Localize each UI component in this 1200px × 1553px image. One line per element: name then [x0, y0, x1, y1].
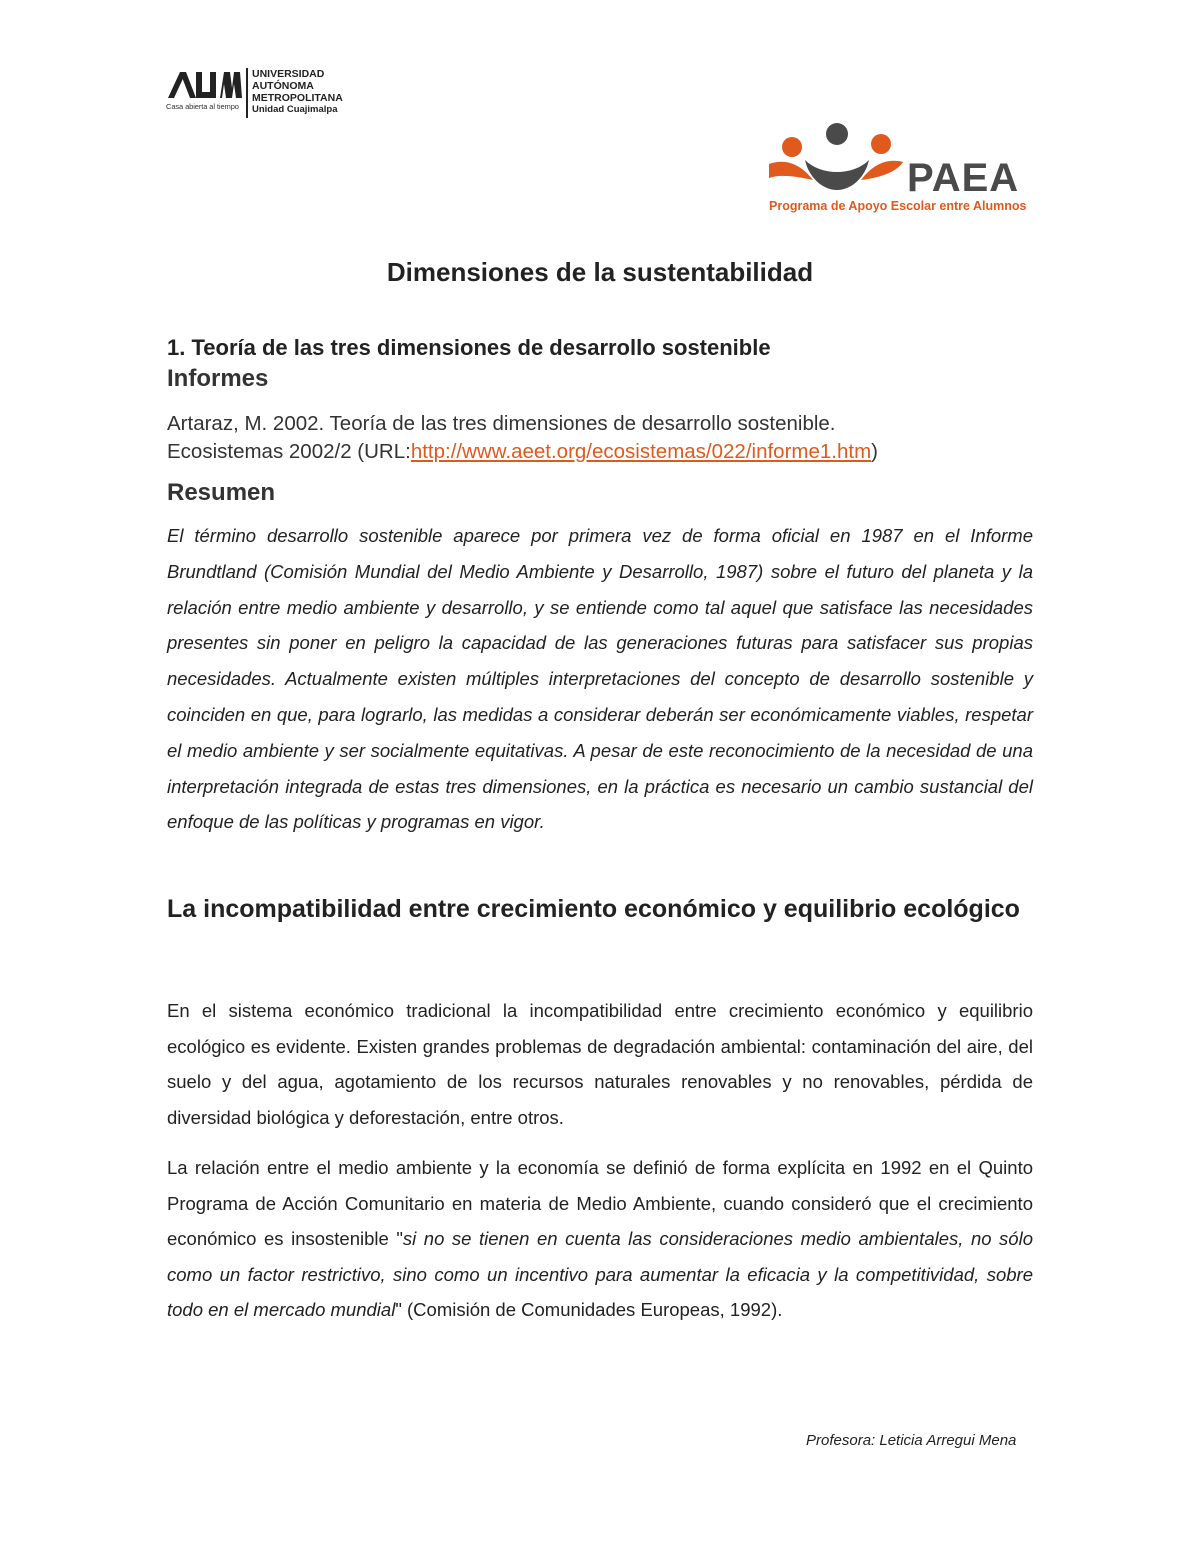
uam-name-line: METROPOLITANA: [252, 92, 343, 104]
section-heading: 1. Teoría de las tres dimensiones de desarrollo sostenible: [167, 335, 771, 360]
body-paragraph: En el sistema económico tradicional la incompatibilidad entre crecimiento económico y equilibrio ecológico es evidente. Existen grandes problemas de degradación ambiental: contaminación del aire, del suelo y del agua, agotamiento de los recursos naturales renovables y no renovables, pérdida de diversidad biológica y deforestación, entre otros.: [167, 1000, 1033, 1128]
uam-emblem: [166, 68, 244, 120]
citation-line: [167, 438, 878, 466]
page-title: Dimensiones de la sustentabilidad: [386, 257, 814, 287]
paea-logo: [765, 120, 1040, 220]
subsection-heading: Informes: [167, 365, 269, 392]
uam-logo: [166, 68, 343, 120]
citation: [167, 410, 878, 466]
paea-people-icon: [765, 120, 905, 198]
uam-emblem-icon: [166, 68, 244, 102]
footer-professor: Profesora: Leticia Arregui Mena: [806, 1432, 1017, 1449]
paragraph-text: " (Comisión de Comunidades Europeas, 1992).: [395, 1299, 783, 1320]
abstract-paragraph: El término desarrollo sostenible aparece por primera vez de forma oficial en 1987 en el Informe Brundtland (Comisión Mundial del Medio Ambiente y Desarrollo, 1987) sobre el futuro del planeta y la relación entre medio ambiente y desarrollo, y se entiende como tal aquel que satisface las necesidades presentes sin poner en peligro la capacidad de las generaciones futuras para satisfacer sus propias necesidades. Actualmente existen múltiples interpretaciones del concepto de desarrollo sostenible y coinciden en que, para lograrlo, las medidas a considerar deberán ser económicamente viables, respetar el medio ambiente y ser socialmente equitativas. A pesar de este reconocimiento de la necesidad de una interpretación integrada de estas tres dimensiones, en la práctica es necesario un cambio sustancial del enfoque de las políticas y programas en vigor.: [167, 525, 1033, 833]
subsection-heading: Resumen: [167, 479, 276, 506]
paea-subtitle: Programa de Apoyo Escolar entre Alumnos: [769, 199, 1027, 213]
uam-name-line: UNIVERSIDAD: [252, 68, 325, 80]
uam-tagline: Casa abierta al tiempo: [166, 102, 239, 111]
uam-name-line: AUTÓNOMA: [252, 80, 314, 92]
section-heading: La incompatibilidad entre crecimiento económico y equilibrio ecológico: [167, 895, 1020, 923]
citation-prefix: Ecosistemas 2002/2 (URL:: [167, 440, 411, 463]
uam-unit: Unidad Cuajimalpa: [252, 104, 338, 115]
citation-link[interactable]: http://www.aeet.org/ecosistemas/022/informe1.htm: [410, 440, 872, 463]
body-paragraph: [167, 1150, 1033, 1328]
quotation: si no se tienen en cuenta las consideraciones medio ambientales, no sólo como un factor restrictivo, sino como un incentivo para aumentar la eficacia y la competitividad, sobre todo en el mercado mundial: [167, 1228, 1033, 1320]
citation-line: Artaraz, M. 2002. Teoría de las tres dimensiones de desarrollo sostenible.: [167, 412, 836, 435]
uam-name: [252, 68, 343, 116]
citation-suffix: ): [871, 440, 878, 463]
uam-divider: [246, 68, 248, 118]
paea-wordmark: PAEA: [907, 156, 1020, 200]
paragraph-text: La relación entre el medio ambiente y la economía se definió de forma explícita en 1992 en el Quinto Programa de Acción Comunitario en materia de Medio Ambiente, cuando consideró que el crecimiento económico es insostenible ": [167, 1157, 1033, 1249]
